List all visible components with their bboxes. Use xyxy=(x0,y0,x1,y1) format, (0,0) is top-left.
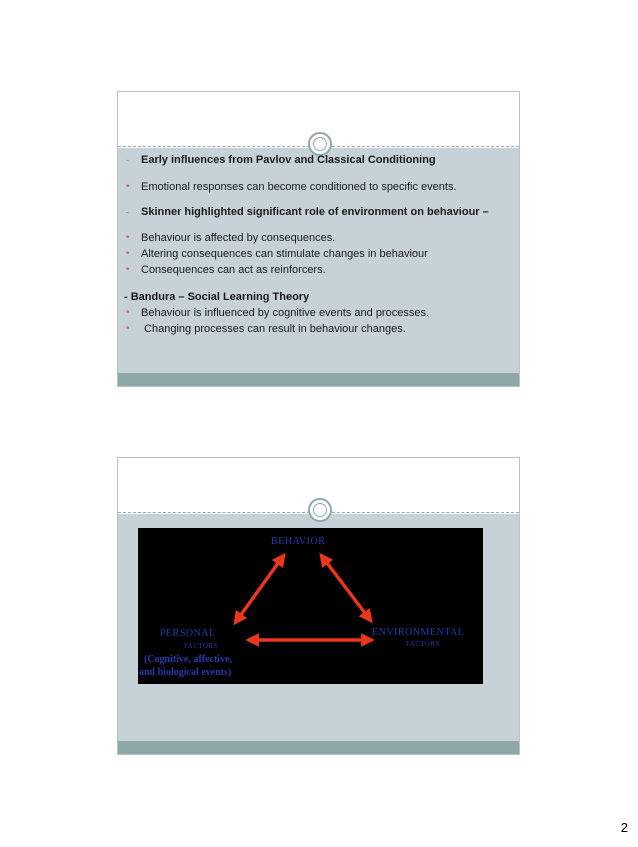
personal-detail-label: and biological events) xyxy=(139,667,232,678)
reciprocal-determinism-diagram xyxy=(138,528,483,684)
bullet-icon: • xyxy=(126,232,130,243)
page-number: 2 xyxy=(620,820,628,835)
circle-ornament-icon xyxy=(308,498,332,522)
list-item-text: Consequences can act as reinforcers. xyxy=(141,264,326,276)
bullet-icon: • xyxy=(126,181,130,192)
bullet-icon: • xyxy=(126,264,130,275)
dash-marker: - xyxy=(126,207,129,217)
list-item xyxy=(124,152,516,168)
bullet-icon: • xyxy=(126,307,130,318)
list-item xyxy=(124,321,516,337)
section-heading: - Bandura – Social Learning Theory xyxy=(124,291,310,303)
slide-1 xyxy=(117,91,520,387)
environmental-label: ENVIRONMENTAL xyxy=(372,627,465,638)
bullet-icon: • xyxy=(126,248,130,259)
personal-factors-label: FACTORS xyxy=(184,642,218,650)
slide-2 xyxy=(117,457,520,755)
list-item-text: Emotional responses can become conditioned to specific events. xyxy=(141,181,457,193)
list-item-text: Behaviour is affected by consequences. xyxy=(141,232,336,244)
slide-text-content xyxy=(124,152,516,337)
list-item-text: Behaviour is influenced by cognitive events and processes. xyxy=(141,307,430,319)
personal-label: PERSONAL xyxy=(160,628,216,639)
personal-detail-label: (Cognitive, affective, xyxy=(144,654,233,665)
list-item xyxy=(124,262,516,278)
environmental-factors-label: FACTORS xyxy=(406,640,440,648)
slide-footer-bar xyxy=(118,741,519,754)
list-item xyxy=(124,179,516,195)
list-item-text: Early influences from Pavlov and Classical Conditioning xyxy=(141,154,436,166)
list-item-text: Altering consequences can stimulate changes in behaviour xyxy=(141,248,428,260)
bullet-icon: • xyxy=(126,323,130,334)
list-item xyxy=(124,230,516,246)
behavior-label: BEHAVIOR xyxy=(271,536,326,547)
dash-marker: - xyxy=(126,155,129,165)
list-item xyxy=(124,246,516,262)
list-item xyxy=(124,206,516,219)
slide-footer-bar xyxy=(118,373,519,386)
list-item-text: Changing processes can result in behaviour changes. xyxy=(141,323,406,335)
arrow-behavior-personal xyxy=(235,555,284,623)
list-item xyxy=(124,305,516,321)
arrow-behavior-environmental xyxy=(321,555,371,621)
list-item-text: Skinner highlighted significant role of environment on behaviour – xyxy=(141,206,489,218)
